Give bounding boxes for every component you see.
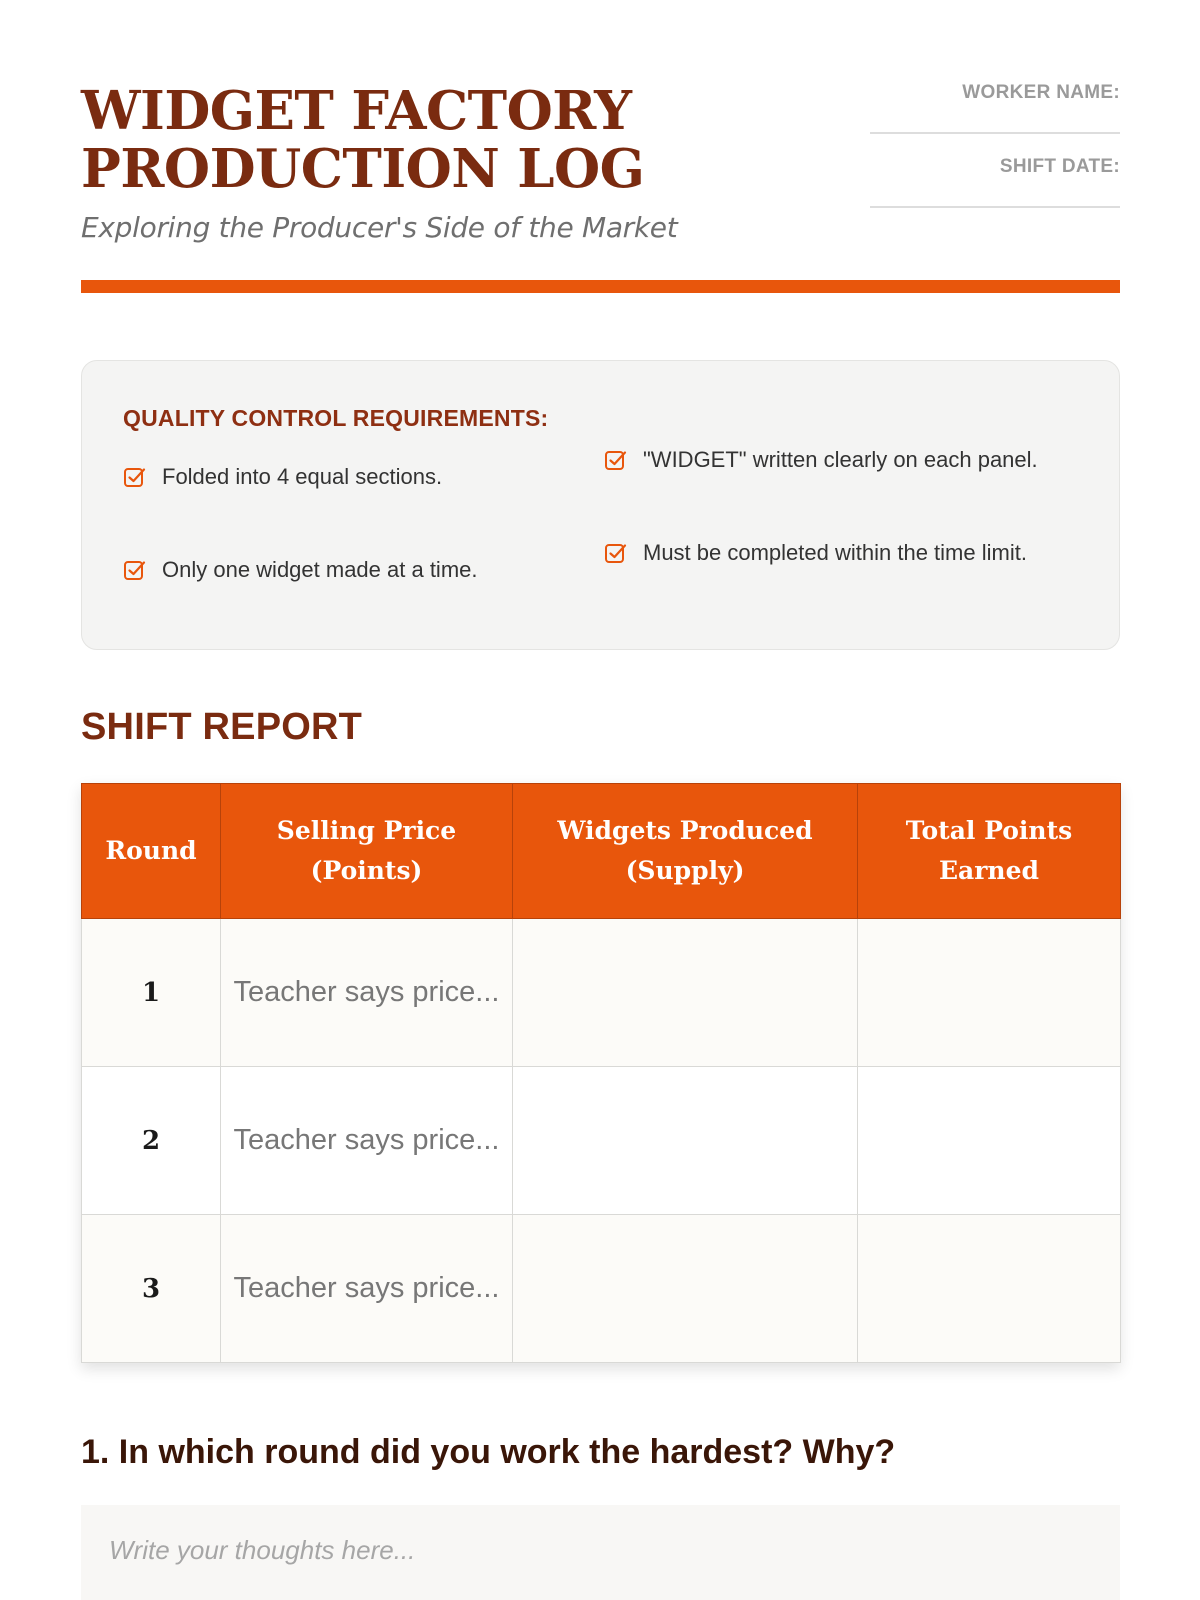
- answer-field[interactable]: [81, 1505, 1120, 1600]
- checkbox-icon: [604, 541, 628, 565]
- price-cell[interactable]: Teacher says price...: [221, 919, 513, 1067]
- shift-report-title: SHIFT REPORT: [81, 706, 363, 748]
- requirements-title: QUALITY CONTROL REQUIREMENTS:: [123, 405, 549, 431]
- table-row: [82, 1067, 1121, 1215]
- checkbox-icon: [123, 465, 147, 489]
- total-points-cell[interactable]: [858, 1067, 1121, 1215]
- column-header-price: Selling Price (Points): [221, 784, 513, 919]
- requirement-item: [604, 443, 1044, 476]
- total-points-cell[interactable]: [858, 919, 1121, 1067]
- requirement-text: Only one widget made at a time.: [162, 557, 478, 582]
- quality-requirements-box: [81, 360, 1120, 650]
- header-fields: [870, 82, 1120, 230]
- requirement-text: "WIDGET" written clearly on each panel.: [643, 447, 1038, 472]
- table-header-row: [82, 784, 1121, 919]
- round-number: 3: [82, 1215, 221, 1363]
- requirement-item: [123, 553, 563, 586]
- answer-placeholder: Write your thoughts here...: [109, 1535, 416, 1565]
- requirement-item: [123, 460, 563, 493]
- requirement-item: [604, 536, 1044, 569]
- worker-name-field[interactable]: [870, 104, 1120, 134]
- widgets-produced-cell[interactable]: [513, 919, 858, 1067]
- column-header-round: Round: [82, 784, 221, 919]
- requirement-text: Must be completed within the time limit.: [643, 540, 1027, 565]
- round-number: 1: [82, 919, 221, 1067]
- total-points-cell[interactable]: [858, 1215, 1121, 1363]
- shift-report-table: [81, 783, 1120, 1363]
- requirement-text: Folded into 4 equal sections.: [162, 464, 443, 489]
- checkbox-icon: [123, 558, 147, 582]
- question-1: 1. In which round did you work the hardest? Why?: [81, 1433, 896, 1471]
- round-number: 2: [82, 1067, 221, 1215]
- column-header-supply: Widgets Produced (Supply): [513, 784, 858, 919]
- price-cell[interactable]: Teacher says price...: [221, 1215, 513, 1363]
- shift-date-label: SHIFT DATE:: [999, 156, 1120, 177]
- price-cell[interactable]: Teacher says price...: [221, 1067, 513, 1215]
- header-divider: [81, 280, 1120, 293]
- shift-date-field[interactable]: [870, 178, 1120, 208]
- column-header-points: Total Points Earned: [858, 784, 1121, 919]
- checkbox-icon: [604, 448, 628, 472]
- table-row: [82, 1215, 1121, 1363]
- widgets-produced-cell[interactable]: [513, 1215, 858, 1363]
- page-subtitle: Exploring the Producer's Side of the Market: [81, 211, 678, 244]
- table-row: [82, 919, 1121, 1067]
- worker-name-label: WORKER NAME:: [962, 82, 1120, 103]
- page-title: WIDGET FACTORY PRODUCTION LOG: [81, 80, 645, 200]
- widgets-produced-cell[interactable]: [513, 1067, 858, 1215]
